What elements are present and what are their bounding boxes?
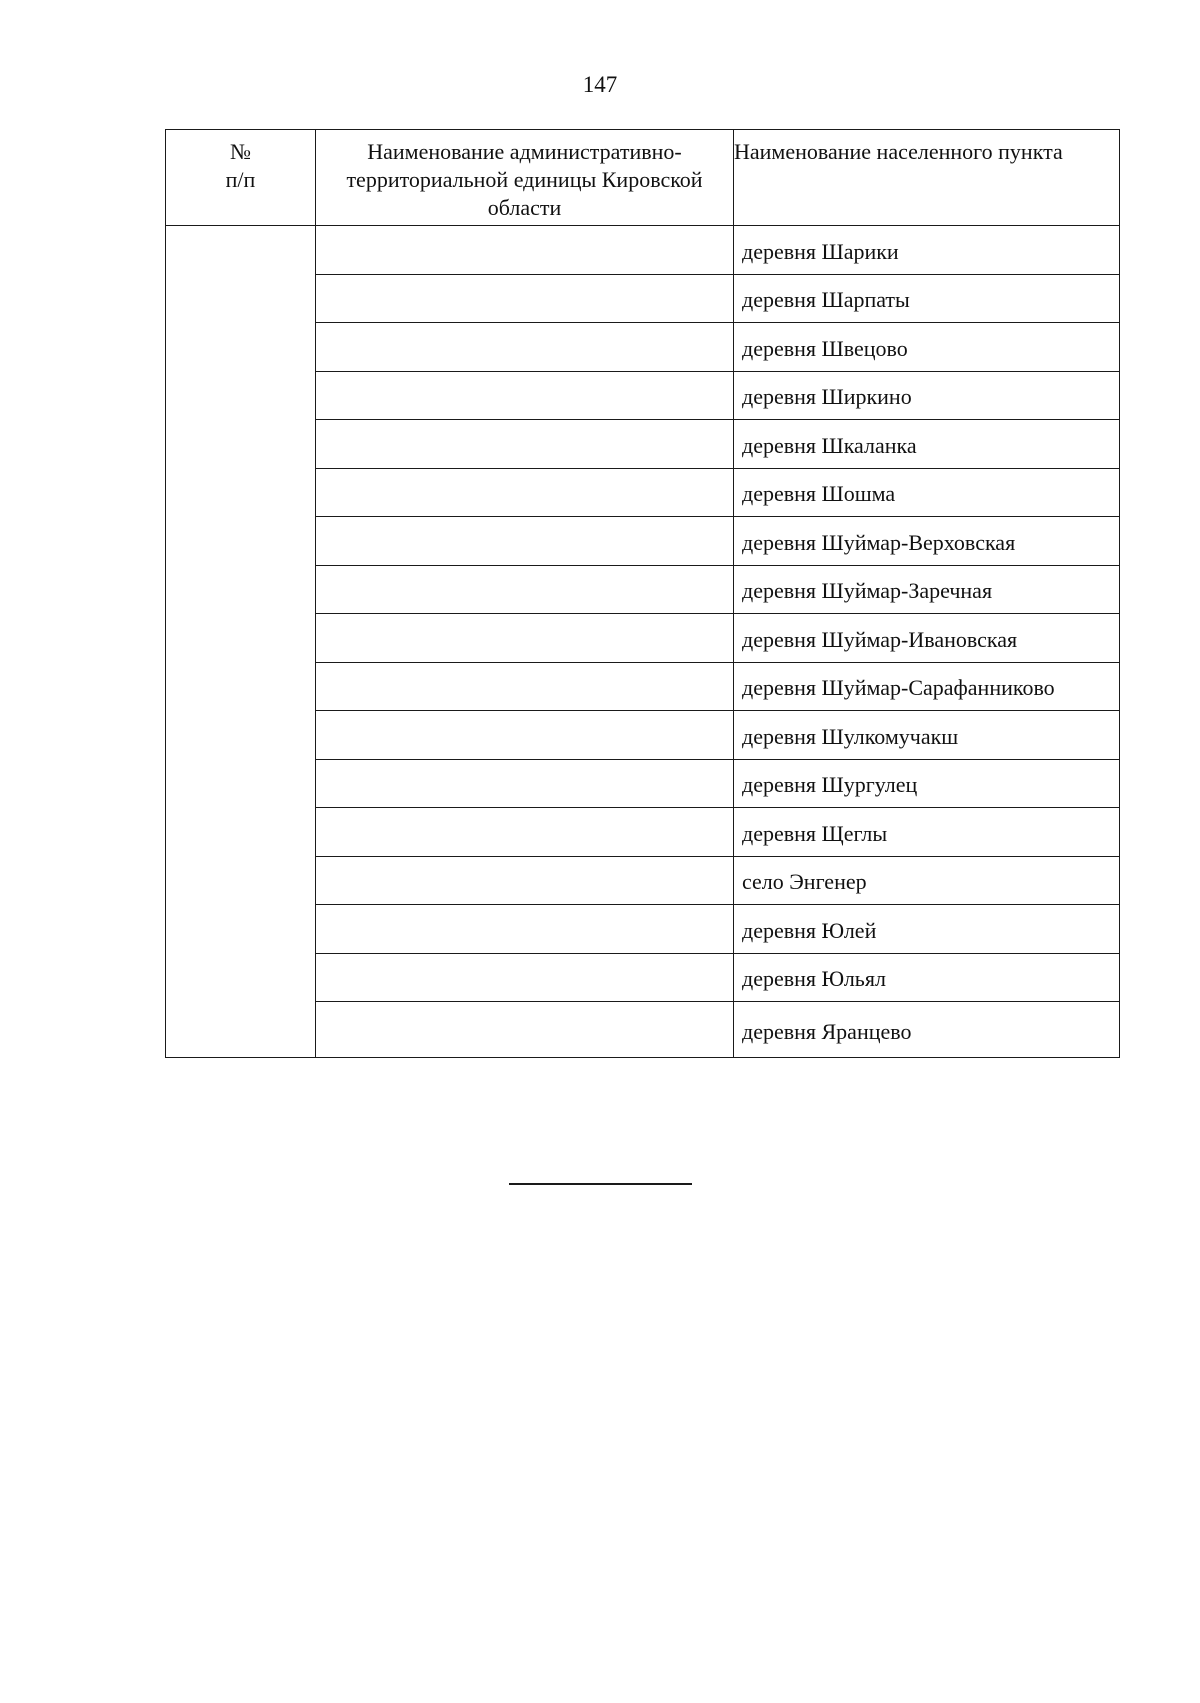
admin-unit-cell [316, 1002, 734, 1058]
end-of-document-rule [509, 1183, 692, 1185]
admin-unit-cell [316, 323, 734, 372]
admin-unit-cell [316, 662, 734, 711]
settlement-name-cell: деревня Шулкомучакш [734, 711, 1120, 760]
admin-unit-cell [316, 517, 734, 566]
number-cell [166, 226, 316, 1058]
settlement-name-cell: село Энгенер [734, 856, 1120, 905]
settlement-name-cell: деревня Шуймар-Сарафанниково [734, 662, 1120, 711]
settlement-name-cell: деревня Шарпаты [734, 274, 1120, 323]
admin-unit-cell [316, 468, 734, 517]
settlement-name-cell: деревня Шургулец [734, 759, 1120, 808]
settlement-name-cell: деревня Юльял [734, 953, 1120, 1002]
header-number-label: № п/п [225, 139, 256, 192]
admin-unit-cell [316, 420, 734, 469]
admin-unit-cell [316, 856, 734, 905]
settlement-name-cell: деревня Шкаланка [734, 420, 1120, 469]
admin-unit-cell [316, 565, 734, 614]
admin-unit-cell [316, 614, 734, 663]
settlement-name-cell: деревня Шуймар-Ивановская [734, 614, 1120, 663]
admin-unit-cell [316, 371, 734, 420]
settlement-name-cell: деревня Щеглы [734, 808, 1120, 857]
table-body [166, 226, 1120, 1058]
settlement-name-cell: деревня Ширкино [734, 371, 1120, 420]
settlement-name-cell: деревня Шошма [734, 468, 1120, 517]
settlement-name-cell: деревня Юлей [734, 905, 1120, 954]
table-header-row [166, 130, 1120, 226]
settlement-name-cell: деревня Шуймар-Верховская [734, 517, 1120, 566]
admin-unit-cell [316, 711, 734, 760]
settlement-name-cell: деревня Шуймар-Заречная [734, 565, 1120, 614]
page-number: 147 [582, 72, 618, 97]
header-number [166, 130, 316, 226]
header-settlement-label: Наименование населенного пункта [734, 139, 1063, 164]
admin-unit-cell [316, 953, 734, 1002]
header-admin-unit [316, 130, 734, 226]
admin-unit-cell [316, 905, 734, 954]
admin-unit-cell [316, 226, 734, 275]
header-admin-unit-label: Наименование административно-территориальной единицы Кировской области [346, 139, 703, 220]
settlement-name-cell: деревня Швецово [734, 323, 1120, 372]
settlement-name-cell: деревня Шарики [734, 226, 1120, 275]
settlements-table [165, 129, 1120, 1058]
table-row [166, 226, 1120, 275]
admin-unit-cell [316, 808, 734, 857]
header-settlement [734, 130, 1120, 226]
settlement-name-cell: деревня Яранцево [734, 1002, 1120, 1058]
admin-unit-cell [316, 274, 734, 323]
admin-unit-cell [316, 759, 734, 808]
